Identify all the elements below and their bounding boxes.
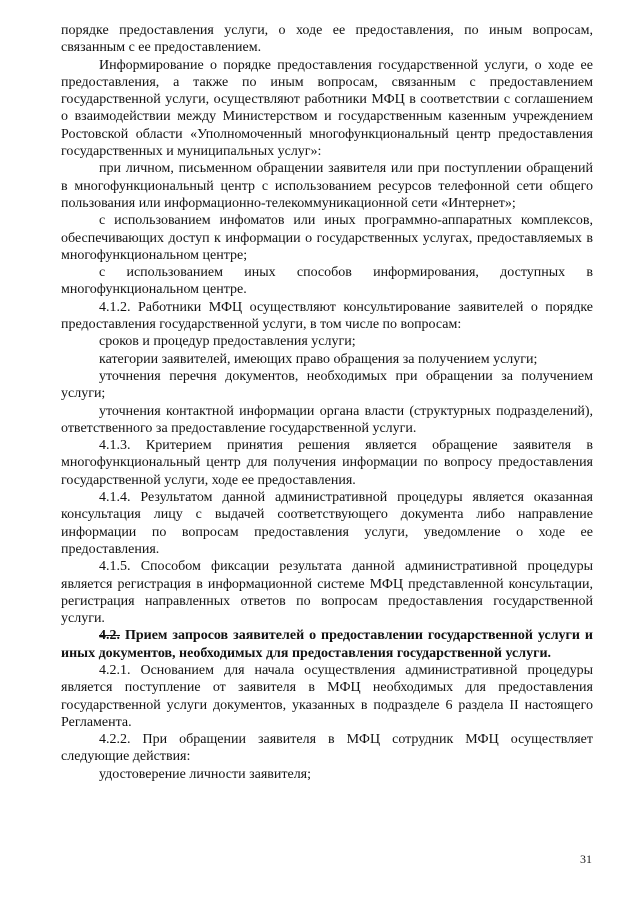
paragraph: 4.1.5. Способом фиксации результата данной административной процедуры является регистрация в информационной системе МФЦ представленной консультации, регистрация направленных ответов по вопросам предоставления государственной услуги. xyxy=(61,559,593,627)
paragraph: удостоверение личности заявителя; xyxy=(99,766,312,782)
paragraph: 4.2.2. При обращении заявителя в МФЦ сотрудник МФЦ осуществляет следующие действия: xyxy=(61,732,593,765)
paragraph: Информирование о порядке предоставления государственной услуги, о ходе ее предоставления, а также по иным вопросам, связанным с предоставлением государственной услуги, осуществляют работники МФЦ в соответствии с соглашением о взаимодействии между Министерством и государственным казенным учреждением Ростовской области «Уполномоченный многофункциональный центр предоставления государственных и муниципальных услуг»: xyxy=(61,57,593,160)
paragraph: сроков и процедур предоставления услуги; xyxy=(99,334,356,350)
page-number: 31 xyxy=(580,852,592,866)
paragraph: 4.1.2. Работники МФЦ осуществляют консультирование заявителей о порядке предоставления государственной услуги, в том числе по вопросам: xyxy=(61,299,593,333)
document-body xyxy=(61,22,593,783)
paragraph: порядке предоставления услуги, о ходе ее предоставления, по иным вопросам, связанным с ее предоставлением. xyxy=(61,23,593,56)
paragraph: 4.2.1. Основанием для начала осуществления административной процедуры является поступление от заявителя в МФЦ необходимых для предоставления государственной услуги документов, указанных в подразделе 6 раздела II настоящего Регламента. xyxy=(61,662,593,730)
paragraph: 4.1.4. Результатом данной административной процедуры является оказанная консультация лицу с выдачей соответствующего документа либо направление информации по вопросам предоставления услуги, уведомление о ходе ее предоставления. xyxy=(61,490,593,557)
paragraph: категории заявителей, имеющих право обращения за получением услуги; xyxy=(99,351,538,367)
paragraph: при личном, письменном обращении заявителя или при поступлении обращений в многофункциональный центр с использованием ресурсов телефонной сети общего пользования или информационно-телекоммуникационной сети «Интернет»; xyxy=(61,161,593,211)
paragraph: 4.1.3. Критерием принятия решения является обращение заявителя в многофункциональный центр для получения информации по вопросу предоставления государственной услуги, ходе ее предоставления. xyxy=(61,438,593,488)
paragraph: с использованием инфоматов или иных программно-аппаратных комплексов, обеспечивающих доступ к информации о государственных услугах, предоставляемых в многофункциональном центре; xyxy=(61,213,593,263)
paragraph: уточнения контактной информации органа власти (структурных подразделений), ответственного за предоставление государственной услуги. xyxy=(61,403,593,436)
section-number: 4.2. xyxy=(99,628,120,644)
paragraph: с использованием иных способов информирования, доступных в многофункциональном центре. xyxy=(61,265,593,298)
section-heading xyxy=(61,627,593,662)
section-title: Прием запросов заявителей о предоставлении государственной услуги и иных документов, необходимых для предоставления государственной услуги. xyxy=(61,628,593,661)
paragraph: уточнения перечня документов, необходимых при обращении за получением услуги; xyxy=(61,368,593,402)
